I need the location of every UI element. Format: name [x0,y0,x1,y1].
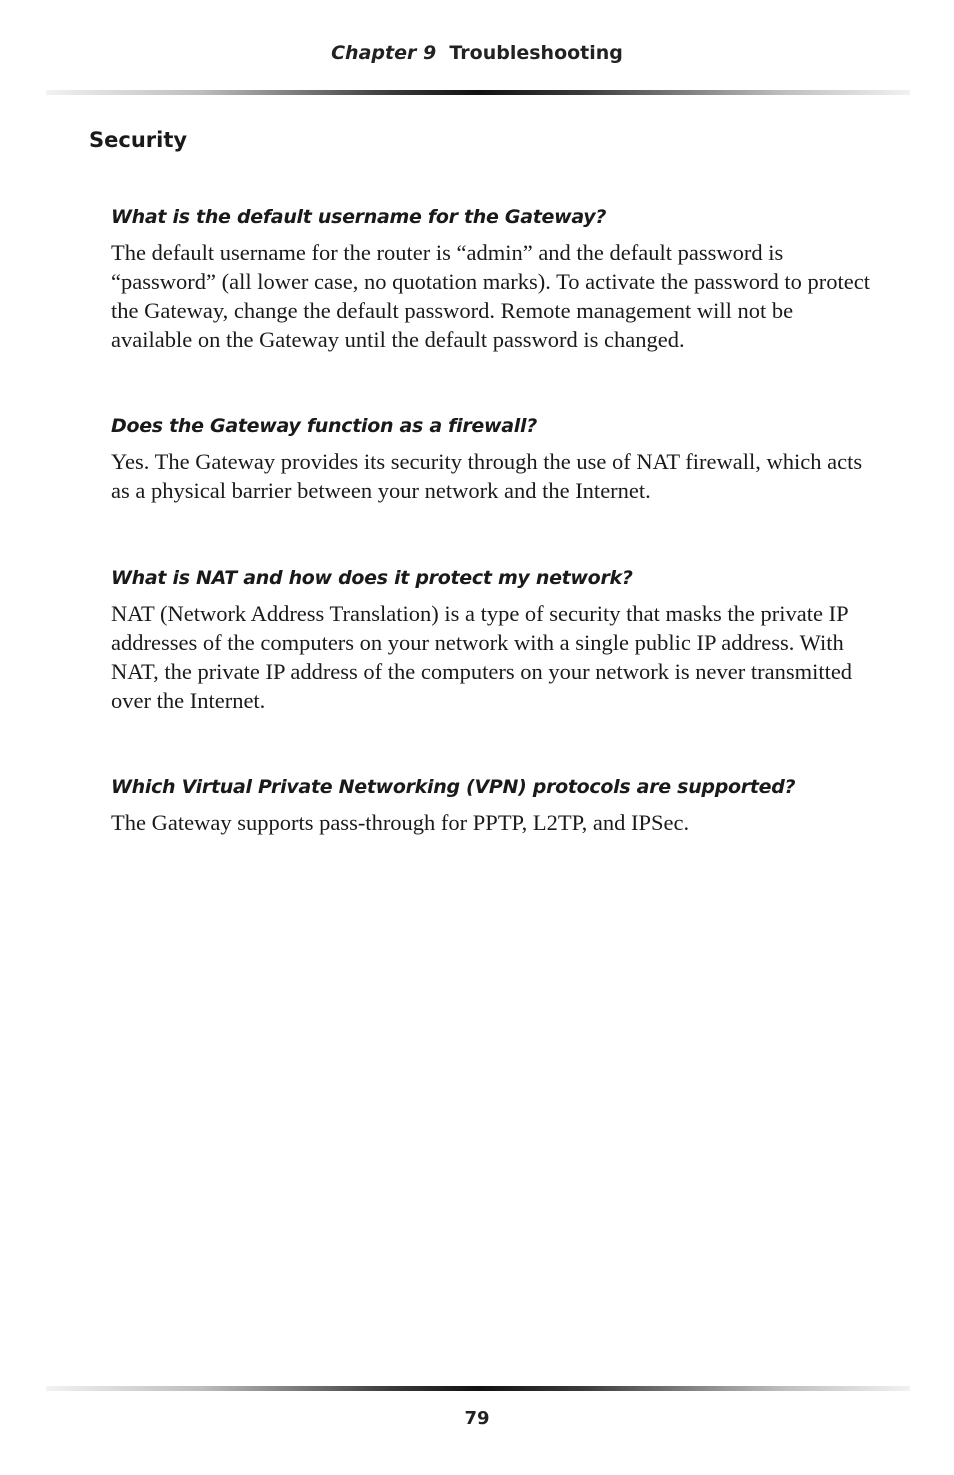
chapter-title: Troubleshooting [449,42,623,64]
faq-question: What is the default username for the Gateway? [111,206,607,228]
faq-answer: The default username for the router is “admin” and the default password is “password” (all lower case, no quotation marks). To activate the password to protect the Gateway, change the default password. Remote management will not be available on the Gateway until the default password is changed. [111,240,871,352]
faq-answer: NAT (Network Address Translation) is a type of security that masks the private IP addresses of the computers on your network with a single public IP address. With NAT, the private IP address of the computers on your network is never transmitted over the Internet. [111,601,853,713]
faq-item-nat [111,567,871,715]
page-number: 79 [464,1408,490,1429]
footer-rule [46,1386,910,1391]
header-rule [46,90,910,95]
faq-item-default-username [111,206,871,354]
section-title: Security [89,128,188,152]
faq-item-firewall [111,415,871,505]
faq-answer: Yes. The Gateway provides its security through the use of NAT firewall, which acts as a physical barrier between your network and the Internet. [111,449,863,503]
faq-question: Does the Gateway function as a firewall? [111,415,537,437]
chapter-label: Chapter 9 [331,42,437,64]
faq-question: Which Virtual Private Networking (VPN) protocols are supported? [111,776,796,798]
faq-question: What is NAT and how does it protect my network? [111,567,633,589]
running-header [0,42,954,64]
faq-item-vpn [111,776,871,837]
faq-answer: The Gateway supports pass-through for PPTP, L2TP, and IPSec. [111,810,690,835]
